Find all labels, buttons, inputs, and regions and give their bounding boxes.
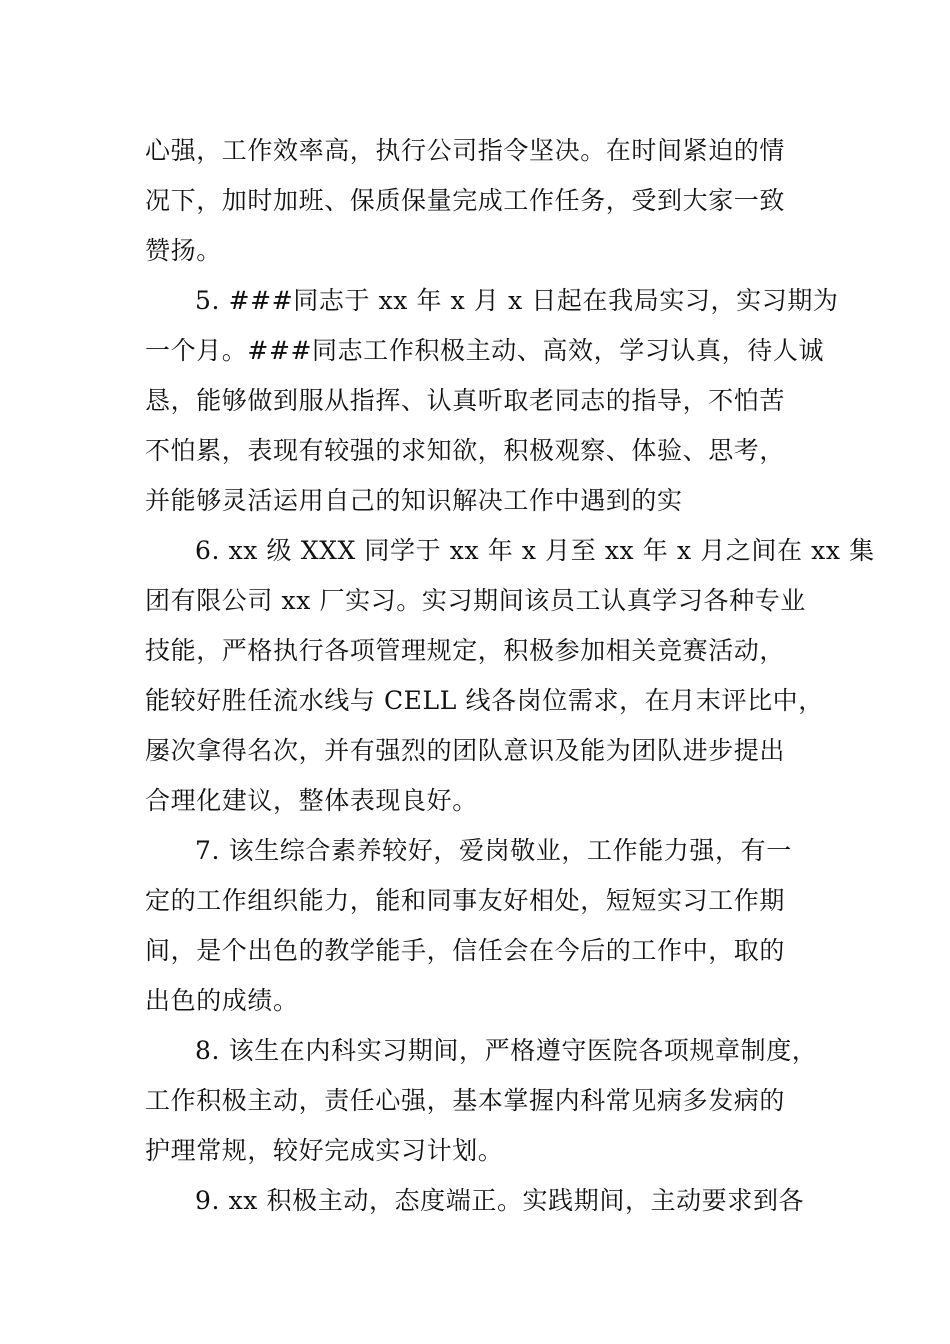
paragraph-continuation xyxy=(145,126,810,276)
text-line: 5. ###同志于 xx 年 x 月 x 日起在我局实习，实习期为 xyxy=(195,286,839,315)
text-line: 8. 该生在内科实习期间，严格遵守医院各项规章制度， xyxy=(195,1036,818,1065)
paragraph-item-6 xyxy=(145,526,875,826)
text-line: 间，是个出色的教学能手，信任会在今后的工作中，取的 xyxy=(145,936,786,965)
text-line: 6. xx 级 XXX 同学于 xx 年 x 月至 xx 年 x 月之间在 xx 集 xyxy=(195,536,875,565)
text-line: 不怕累，表现有较强的求知欲，积极观察、体验、思考， xyxy=(145,436,786,465)
text-line: 7. 该生综合素养较好，爱岗敬业，工作能力强，有一 xyxy=(195,836,792,865)
text-line: 团有限公司 xx 厂实习。实习期间该员工认真学习各种专业 xyxy=(145,586,806,615)
paragraph-item-9 xyxy=(145,1176,810,1226)
text-line: 一个月。###同志工作积极主动、高效，学习认真，待人诚 xyxy=(145,336,825,365)
text-line: 出色的成绩。 xyxy=(145,986,299,1015)
text-line: 况下，加时加班、保质保量完成工作任务，受到大家一致 xyxy=(145,186,786,215)
text-line: 工作积极主动，责任心强，基本掌握内科常见病多发病的 xyxy=(145,1086,786,1115)
text-line: 能较好胜任流水线与 CELL 线各岗位需求，在月末评比中， xyxy=(145,686,824,715)
paragraph-item-7 xyxy=(145,826,810,1026)
text-line: 赞扬。 xyxy=(145,236,222,265)
text-line: 恳，能够做到服从指挥、认真听取老同志的指导，不怕苦 xyxy=(145,386,786,415)
text-line: 合理化建议，整体表现良好。 xyxy=(145,786,478,815)
paragraph-item-5 xyxy=(145,276,839,526)
document-body xyxy=(145,126,875,1226)
paragraph-item-8 xyxy=(145,1026,818,1176)
text-line: 屡次拿得名次，并有强烈的团队意识及能为团队进步提出 xyxy=(145,736,786,765)
text-line: 心强，工作效率高，执行公司指令坚决。在时间紧迫的情 xyxy=(145,136,786,165)
text-line: 9. xx 积极主动，态度端正。实践期间，主动要求到各 xyxy=(195,1186,805,1215)
text-line: 并能够灵活运用自己的知识解决工作中遇到的实 xyxy=(145,486,683,515)
text-line: 技能，严格执行各项管理规定，积极参加相关竞赛活动， xyxy=(145,636,786,665)
text-line: 护理常规，较好完成实习计划。 xyxy=(145,1136,504,1165)
text-line: 定的工作组织能力，能和同事友好相处，短短实习工作期 xyxy=(145,886,786,915)
